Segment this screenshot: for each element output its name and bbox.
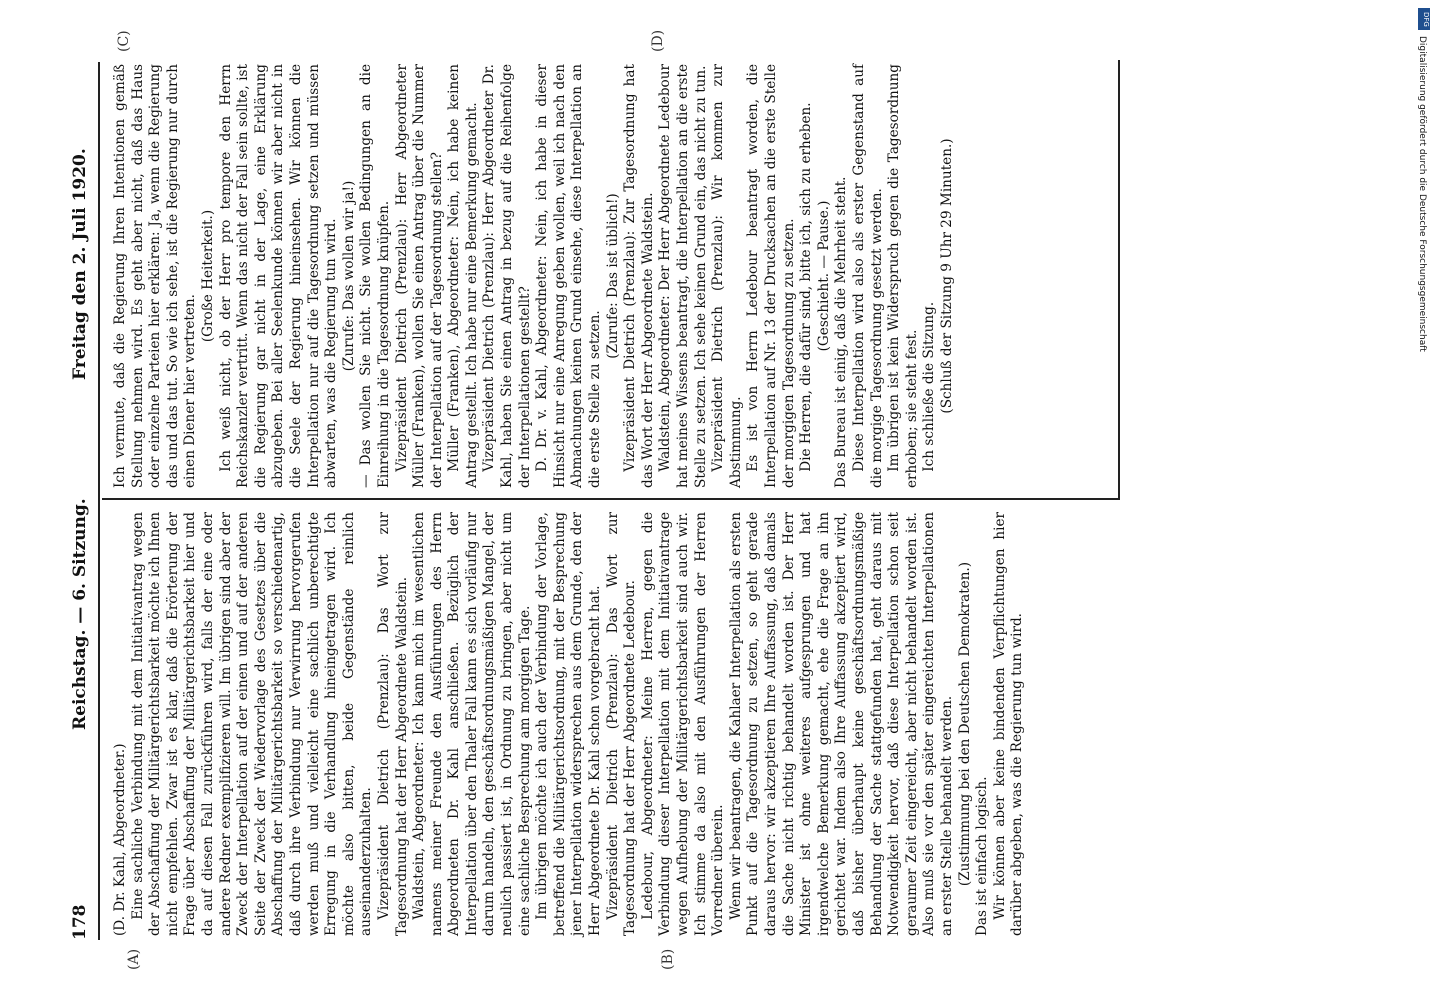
right-column	[112, 64, 957, 488]
left-column	[112, 512, 1027, 936]
session-end-note: (Schluß der Sitzung 9 Uhr 29 Minuten.)	[938, 138, 955, 414]
margin-mark-c: (C)	[116, 30, 132, 52]
paragraph: Ledebour, Abgeordneter: Meine Herren, gegen die Verbindung dieser Interpellation mit dem Initiativantrage wegen Aufhebung der Militärgerichtsbarkeit sind auch wir. Ich stimme da also mit den Ausführungen der Herren Vorredner überein.	[639, 512, 727, 936]
paragraph: Die Herren, die dafür sind, bitte ich, sich zu erheben.	[798, 102, 815, 472]
interjection: (Zustimmung bei den Deutschen Demokraten.)	[956, 561, 973, 887]
paragraph: Ich vermute, daß die Regierung Ihren Intentionen gemäß Stellung nehmen wird. Es geht aber nicht, daß das Haus oder einzelne Parteien hier erklären: Ja, wenn die Regierung das und das tut. So wie ich sehe, ist die Regierung nur durch einen Diener hier vertreten.	[112, 64, 199, 488]
funding-sidebar	[1416, 6, 1432, 994]
paragraph: Im übrigen ist kein Widerspruch gegen die Tagesordnung erhoben; sie steht fest.	[886, 64, 920, 488]
column-divider	[102, 499, 1120, 501]
interjection: (Zurufe: Das wollen wir ja!)	[340, 180, 357, 372]
margin-mark-d: (D)	[650, 29, 666, 52]
paragraph: Diese Interpellation wird also als erster Gegenstand auf die morgige Tagesordnung gesetzt werden.	[850, 64, 885, 488]
paragraph: Im übrigen möchte ich auch der Verbindung der Vorlage, betreffend die Militärgerichtsordnung, mit der Besprechung jener Interpellation widersprechen aus dem Grunde, den der Herr Abgeordnete Dr. Kahl schon vorgebracht hat.	[534, 512, 604, 936]
paragraph: Vizepräsident Dietrich (Prenzlau): Wir kommen zur Abstimmung.	[710, 64, 744, 488]
page-header	[70, 60, 98, 940]
paragraph: Vizepräsident Dietrich (Prenzlau): Das Wort zur Tagesordnung hat der Herr Abgeordnete Ledebour.	[604, 512, 639, 936]
paragraph: D. Dr. v. Kahl, Abgeordneter: Nein, ich habe in dieser Hinsicht nur eine Anregung geben wollen, weil ich nach den Abmachungen keinen Grund einsehe, diese Interpellation an die erste Stelle zu setzen.	[534, 64, 604, 488]
interjection: (Geschieht. — Pause.)	[815, 200, 832, 352]
margin-mark-b: (B)	[660, 948, 676, 970]
paragraph: Vizepräsident Dietrich (Prenzlau): Das Wort zur Tagesordnung hat der Herr Abgeordnete Waldstein.	[375, 512, 410, 936]
interjection: (Zurufe: Das ist üblich!)	[604, 193, 621, 359]
paragraph: Vizepräsident Dietrich (Prenzlau): Herr Abgeordneter Dr. Kahl, haben Sie einen Antrag in bezug auf die Reihenfolge der Interpellationen gestellt?	[481, 64, 533, 488]
paragraph: Wenn wir beantragen, die Kahlaer Interpellation als ersten Punkt auf die Tagesordnung zu setzen, so geht gerade daraus hervor: wir akzeptieren Ihre Auffassung, daß damals die Sache nicht richtig behandelt worden ist. Der Herr Minister ist ohne weiteres aufgesprungen und hat irgendwelche Bemerkung gemacht, ehe die Frage an ihn gerichtet war. Indem also Ihre Auffassung akzeptiert wird, daß bisher überhaupt keine geschäftsordnungsmäßige Behandlung der Sache stattgefunden hat, geht daraus mit Notwendigkeit hervor, daß diese Interpellation schon seit geraumer Zeit eingereicht, aber nicht behandelt worden ist. Also muß sie vor den später eingereichten Interpellationen an erster Stelle behandelt werden.	[727, 512, 955, 936]
paragraph: — Das wollen Sie nicht. Sie wollen Bedingungen an die Einreihung in die Tagesordnung knüpfen.	[358, 64, 392, 488]
paragraph: Waldstein, Abgeordneter: Der Herr Abgeordnete Ledebour hat meines Wissens beantragt, die Interpellation an die erste Stelle zu setzen. Ich sehe keinen Grund ein, das nicht zu tun.	[657, 64, 709, 488]
interjection: (Große Heiterkeit.)	[199, 209, 216, 343]
paragraph: Vizepräsident Dietrich (Prenzlau): Zur Tagesordnung hat das Wort der Herr Abgeordnete Waldstein.	[622, 64, 656, 488]
margin-mark-a: (A)	[126, 948, 142, 970]
paragraph: Ich schließe die Sitzung.	[921, 301, 938, 472]
header-left-title: Reichstag. — 6. Sitzung.	[70, 498, 90, 730]
paragraph: Vizepräsident Dietrich (Prenzlau): Herr Abgeordneter Müller (Franken), wollen Sie einen Antrag über die Nummer der Interpellation auf der Tagesordnung stellen?	[393, 64, 445, 488]
speaker-continuation: (D. Dr. Kahl, Abgeordneter.)	[112, 743, 128, 936]
paragraph: Müller (Franken), Abgeordneter: Nein, ich habe keinen Antrag gestellt. Ich habe nur eine Bemerkung gemacht.	[446, 64, 480, 488]
bottom-rule	[1118, 60, 1120, 500]
paragraph: Das ist einfach logisch.	[974, 776, 991, 936]
dfg-logo: DFG	[1418, 8, 1430, 30]
page-number: 178	[70, 904, 90, 940]
paragraph: Eine sachliche Verbindung mit dem Initiativantrag wegen der Abschaffung der Militärgerichtsbarkeit möchte ich Ihnen nicht empfehlen. Zwar ist es klar, daß die Erörterung der Frage über Abschaffung der Militärgerichtsbarkeit hier und da auf diesen Fall zurückführen wird, falls der eine oder andere Redner exemplifizieren will. Im übrigen sind aber der Zweck der Interpellation auf der einen und auf der anderen Seite der Zweck der Wiedervorlage des Gesetzes über die Abschaffung der Militärgerichtsbarkeit so verschiedenartig, daß durch ihre Verbindung nur Verwirrung hervorgerufen werden muß und vielleicht eine sachlich unberechtigte Erregung in die Verhandlung hineingetragen wird. Ich möchte also bitten, beide Gegenstände reinlich auseinanderzuhalten.	[129, 512, 375, 936]
header-rule	[98, 62, 100, 940]
paragraph: Das Bureau ist einig, daß die Mehrheit steht.	[833, 176, 850, 488]
paragraph: Ich weiß nicht, ob der Herr pro tempore den Herrn Reichskanzler vertritt. Wenn das nicht der Fall sein sollte, ist die Regierung gar nicht in der Lage, eine Erklärung abzugeben. Bei aller Seelenkunde können wir aber nicht in die Seele der Regierung hineinsehen. Wir können die Interpellation nur auf die Tagesordnung setzen und müssen abwarten, was die Regierung tun wird.	[217, 64, 340, 488]
header-right-title: Freitag den 2. Juli 1920.	[70, 148, 90, 380]
funding-credit: Digitalisierung gefördert durch die Deutsche Forschungsgemeinschaft	[1417, 36, 1427, 352]
paragraph: Wir können aber keine bindenden Verpflichtungen hier darüber abgeben, was die Regierung tun wird.	[991, 512, 1026, 936]
paragraph: Waldstein, Abgeordneter: Ich kann mich im wesentlichen namens meiner Freunde den Ausführungen des Herrn Abgeordneten Dr. Kahl anschließen. Bezüglich der Interpellation über den Thaler Fall kann es sich vorläufig nur darum handeln, den geschäftsordnungsmäßigen Mangel, der neulich passiert ist, in Ordnung zu bringen, aber nicht um eine sachliche Besprechung am morgigen Tage.	[411, 512, 533, 936]
paragraph: Es ist von Herrn Ledebour beantragt worden, die Interpellation auf Nr. 13 der Drucksachen an die erste Stelle der morgigen Tagesordnung zu setzen.	[745, 64, 797, 488]
